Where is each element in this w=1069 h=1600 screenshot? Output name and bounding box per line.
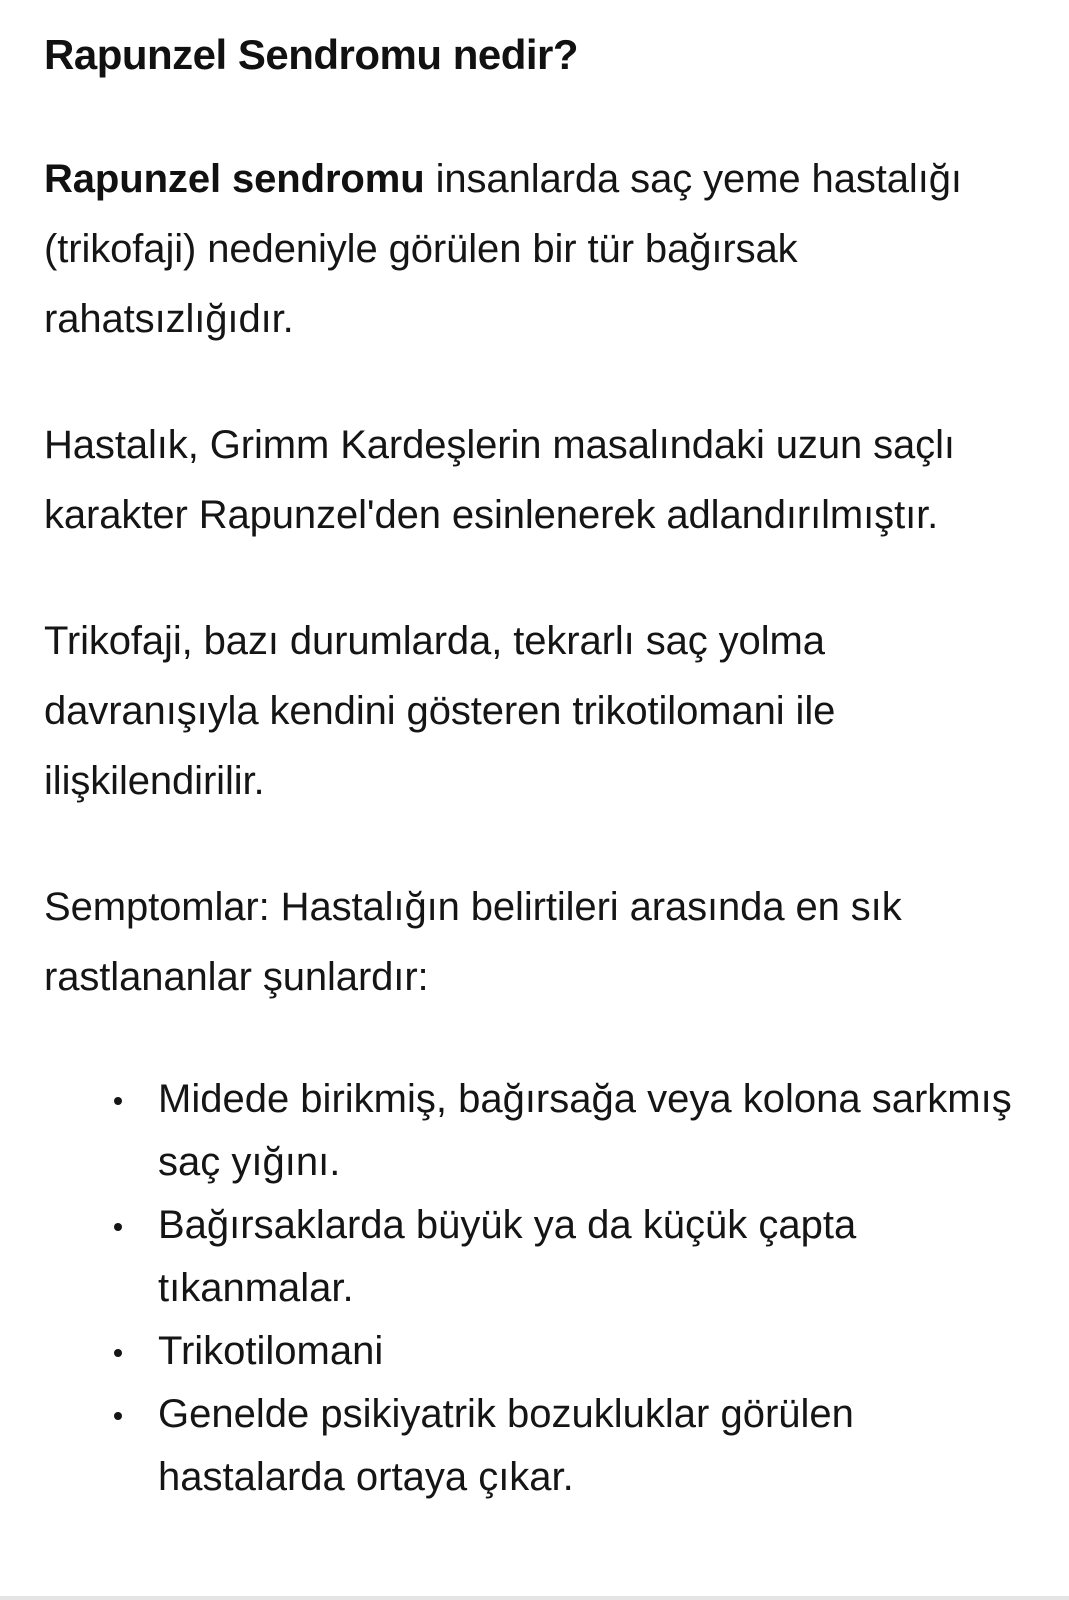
intro-text: insanlarda saç yeme hastalığı (trikofaji) nedeniyle görülen bir tür bağırsak rahatsızlığıdır. <box>44 157 962 341</box>
symptoms-list <box>44 1068 1025 1509</box>
origin-paragraph: Hastalık, Grimm Kardeşlerin masalındaki uzun saçlı karakter Rapunzel'den esinlenerek adlandırılmıştır. <box>44 423 955 537</box>
list-item: Genelde psikiyatrik bozukluklar görülen hastalarda ortaya çıkar. <box>158 1383 1025 1509</box>
list-item: Bağırsaklarda büyük ya da küçük çapta tıkanmalar. <box>158 1194 1025 1320</box>
symptoms-intro-paragraph: Semptomlar: Hastalığın belirtileri arasında en sık rastlananlar şunlardır: <box>44 885 902 999</box>
list-item: Trikotilomani <box>158 1320 1025 1383</box>
intro-paragraph <box>44 144 1025 354</box>
intro-bold-term: Rapunzel sendromu <box>44 157 425 201</box>
trichophagia-paragraph: Trikofaji, bazı durumlarda, tekrarlı saç yolma davranışıyla kendini gösteren trikotilomani ile ilişkilendirilir. <box>44 619 836 803</box>
bottom-divider <box>0 1596 1069 1600</box>
list-item: Midede birikmiş, bağırsağa veya kolona sarkmış saç yığını. <box>158 1068 1025 1194</box>
article-title: Rapunzel Sendromu nedir? <box>44 31 579 78</box>
